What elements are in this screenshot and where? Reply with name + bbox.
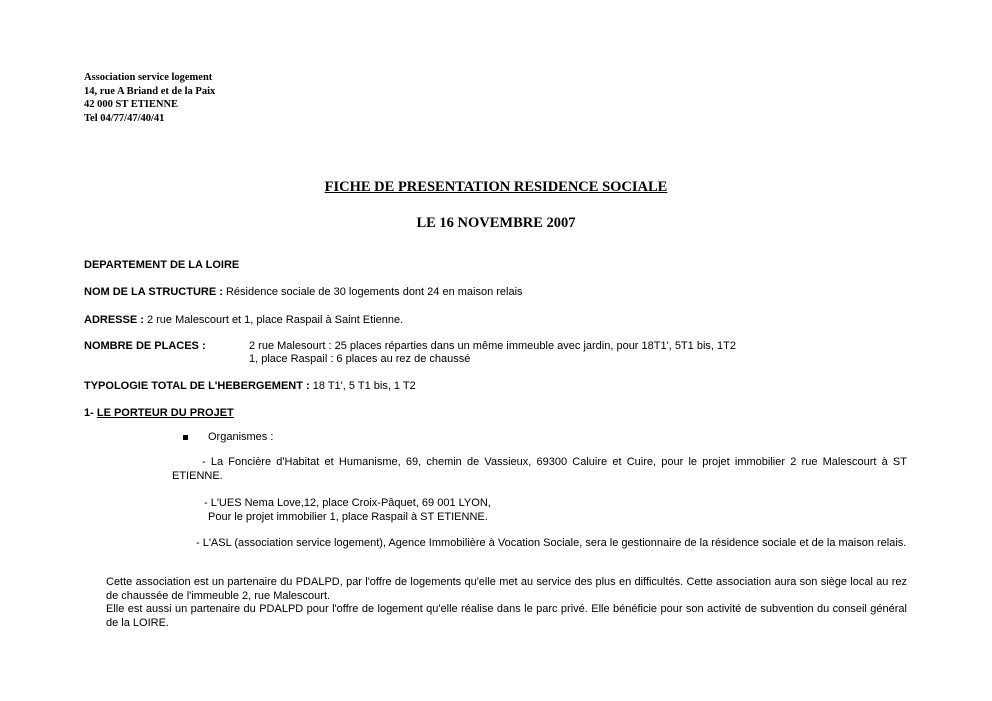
document-title-text: FICHE DE PRESENTATION RESIDENCE SOCIALE: [324, 179, 668, 195]
org-paragraph-2-line-2: Pour le projet immobilier 1, place Raspail à ST ETIENNE.: [208, 511, 488, 523]
sender-city: 42 000 ST ETIENNE: [84, 99, 179, 110]
document-title: [180, 179, 812, 196]
address-line: [84, 313, 403, 327]
places-line-2: 1, place Raspail : 6 places au rez de chaussé: [249, 353, 471, 365]
org-paragraph-1: - La Foncière d'Habitat et Humanisme, 69, chemin de Vassieux, 69300 Caluire et Cuire, pour le projet immobilier 2 rue Malescourt à ST ETIENNE.: [172, 456, 907, 482]
department-heading: DEPARTEMENT DE LA LOIRE: [84, 259, 240, 271]
structure-label: NOM DE LA STRUCTURE :: [84, 286, 223, 298]
org-paragraph-2-line-1: - L'UES Nema Love,12, place Croix-Pâquet, 69 001 LYON,: [204, 497, 491, 509]
section-heading: [84, 406, 234, 420]
places-label: NOMBRE DE PLACES :: [84, 340, 206, 352]
association-paragraph: [106, 576, 907, 630]
sender-tel: Tel 04/77/47/40/41: [84, 112, 165, 124]
structure-value: Résidence sociale de 30 logements dont 24 en maison relais: [222, 286, 523, 298]
association-paragraph-1: Cette association est un partenaire du PDALPD, par l'offre de logements qu'elle met au service des plus en difficultés. Cette association aura son siège local au rez de chaussée de l'immeuble 2, rue Malescourt.: [106, 576, 907, 602]
typology-label: TYPOLOGIE TOTAL DE L'HEBERGEMENT :: [84, 380, 310, 392]
org-paragraph-3: - L'ASL (association service logement), Agence Immobilière à Vocation Sociale, sera le gestionnaire de la résidence sociale et de la maison relais.: [196, 537, 907, 549]
bullet-square-icon: [183, 435, 188, 440]
organismes-label: Organismes :: [208, 431, 274, 443]
sender-name: Association service logement: [84, 72, 213, 83]
address-value: 2 rue Malescourt et 1, place Raspail à Saint Etienne.: [143, 314, 404, 326]
association-paragraph-2: Elle est aussi un partenaire du PDALPD pour l'offre de logement qu'elle réalise dans le parc privé. Elle bénéficie pour son activité de subvention du conseil général de la LOIRE.: [106, 603, 907, 629]
places-line-1: 2 rue Malesourt : 25 places réparties dans un même immeuble avec jardin, pour 18T1', 5T1 bis, 1T2: [249, 340, 736, 352]
typology-value: 18 T1', 5 T1 bis, 1 T2: [309, 380, 416, 392]
structure-line: [84, 285, 523, 299]
address-label: ADRESSE :: [84, 314, 144, 326]
sender-address-block: [84, 71, 215, 125]
sender-street: 14, rue A Briand et de la Paix: [84, 85, 216, 97]
document-date: LE 16 NOVEMBRE 2007: [416, 215, 576, 231]
section-title: LE PORTEUR DU PROJET: [96, 407, 234, 419]
typology-line: [84, 379, 416, 393]
section-number: 1-: [84, 407, 97, 419]
organismes-item: [183, 430, 273, 444]
